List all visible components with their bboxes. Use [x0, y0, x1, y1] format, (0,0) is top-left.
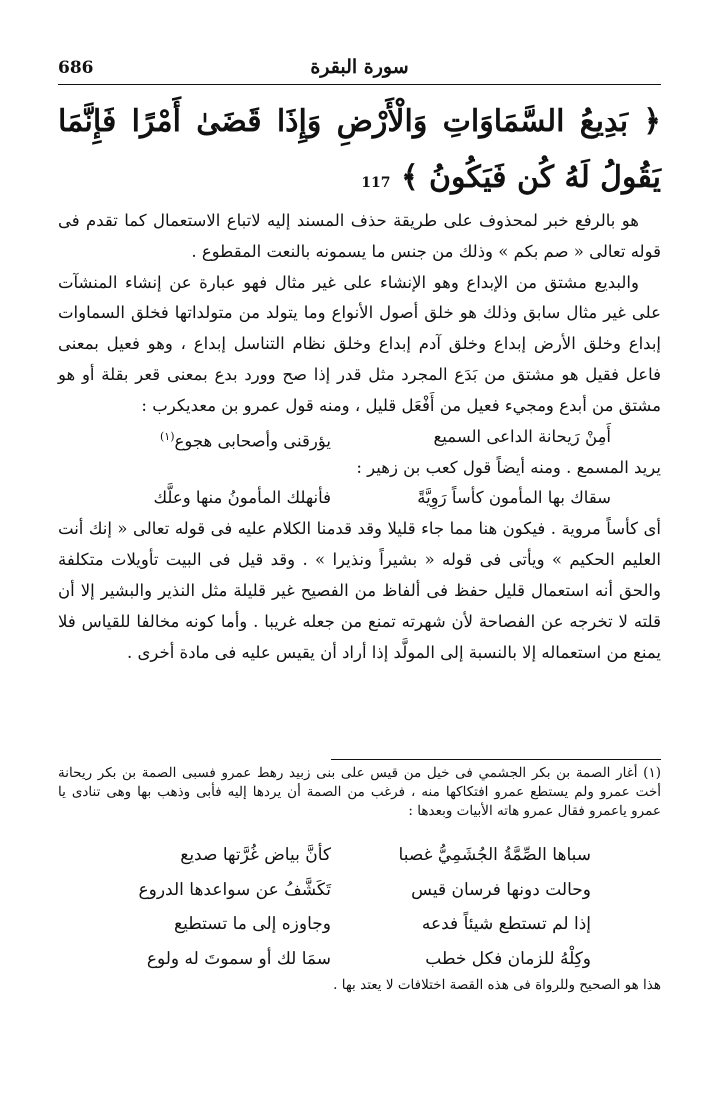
commentary: [58, 206, 661, 668]
page-header: [58, 52, 661, 85]
verse-text: ﴿ بَدِيعُ السَّمَاوَاتِ وَالْأَرْضِ وَإِذَا قَضَىٰ أَمْرًا فَإِنَّمَا يَقُولُ لَهُ كُن فَيَكُونُ ﴾: [58, 104, 661, 195]
poem-hemistich-1: سقاك بها المأمون كأساً رَوِيَّةً: [417, 488, 611, 508]
footnote-ref: (١): [159, 429, 175, 443]
verse-hemistich-2: كأنَّ بياض غُرَّتها صديع: [180, 845, 331, 865]
footnote-verse: [58, 907, 661, 942]
footnote-verse: [58, 838, 661, 873]
footnote-divider: [331, 759, 661, 760]
commentary-paragraph-3: يريد المسمع . ومنه أيضاً قول كعب بن زهير :: [356, 457, 661, 477]
verse-hemistich-1: إذا لم تستطع شيئاً فدعه: [421, 914, 591, 934]
poem-hemistich-2: يؤرقنى وأصحابى هجوع$^{(١)}$: [159, 429, 331, 451]
poem-hemistich-1: أَمِنْ رَيحانة الداعى السميع: [433, 426, 611, 446]
verse-hemistich-1: سباها الصِّمَّةُ الجُشَمِيُّ غصبا: [398, 845, 591, 865]
commentary-paragraph-1: هو بالرفع خبر لمحذوف على طريقة حذف المسند إليه لاتباع الاستعمال كما تقدم فى قوله تعالى « صم بكم » وذلك من جنس ما يسمونه بالنعت المقطوع .: [58, 211, 661, 261]
footnote-verse: [58, 942, 661, 977]
verse-hemistich-2: وجاوزه إلى ما تستطيع: [174, 914, 331, 934]
verse-number: 117: [361, 175, 391, 191]
footnote-poem: [58, 838, 661, 976]
page-number: 686: [58, 58, 94, 78]
footnote-closing: هذا هو الصحيح وللرواة فى هذه القصة اختلافات لا يعتد بها .: [333, 977, 661, 993]
poem-verse-kaab: [58, 483, 661, 514]
verse-hemistich-2: تَكَشَّفُ عن سواعدها الدروع: [138, 879, 331, 900]
poem-hemistich-2: فأنهلك المأمونُ منها وعلَّك: [153, 488, 331, 508]
quran-verse: [58, 94, 661, 211]
poem-verse-amr: [58, 422, 661, 453]
commentary-paragraph-4: أى كأساً مروية . فيكون هنا مما جاء قليلا وقد قدمنا الكلام عليه فى قوله تعالى « إنك أنت العليم الحكيم » ويأتى فى قوله « بشيراً ونذيرا » . وقد قيل فى البيت تأويلات متكلفة والحق أنه استعمال قليل حفظ فى ألفاظ من الفصيح غير قليلة مثل النذير والبشير إلا أن قلته لا تخرجه عن الفصاحة لأن شهرته تمنع من جعله غريبا . وأما كونه مخالفا للقياس فلا يمنع من استعماله إلا بالنسبة إلى المولَّد إذا أراد أن يقيس عليه فى مادة أخرى .: [58, 519, 661, 662]
verse-hemistich-1: وحالت دونها فرسان قيس: [411, 879, 591, 900]
commentary-paragraph-2: والبديع مشتق من الإبداع وهو الإنشاء على غير مثال فهو عبارة عن إنشاء المنشآت على غير مثال سابق وذلك هو خلق أصول الأنواع وما يتولد من متولداتها فخلق السماوات إبداع وخلق الأرض إبداع وخلق آدم إبداع وخلق نظام التناسل إبداع ، وهو فعيل بمعنى فاعل فقيل هو مشتق من بَدَع المجرد مثل قدر إذا صح وورد بدع بمعنى قعر بقلة أو هو مشتق من أبدع ومجيء فعيل من أَفْعَل قليل ، ومنه قول عمرو بن معديكرب :: [58, 272, 661, 415]
verse-hemistich-1: وكِلْهُ للزمان فكل خطب: [425, 948, 591, 969]
surah-title: سورة البقرة: [310, 56, 409, 78]
footnote-verse: [58, 873, 661, 908]
verse-hemistich-2: سمَا لك أو سموتَ له ولوع: [146, 948, 331, 969]
footnote-text: (١) أغار الصمة بن بكر الجشمي فى خيل من قيس على بنى زبيد رهط عمرو فسبى الصمة بن بكر ريحانة أخت عمرو ولم يستطع عمرو افتكاكها منه ، فرغب من الصمة أن يردها إليه فأبى وذهب بها وهى تنادى يا عمرو ياعمرو فقال عمرو هاته الأبيات وبعدها :: [58, 765, 661, 819]
